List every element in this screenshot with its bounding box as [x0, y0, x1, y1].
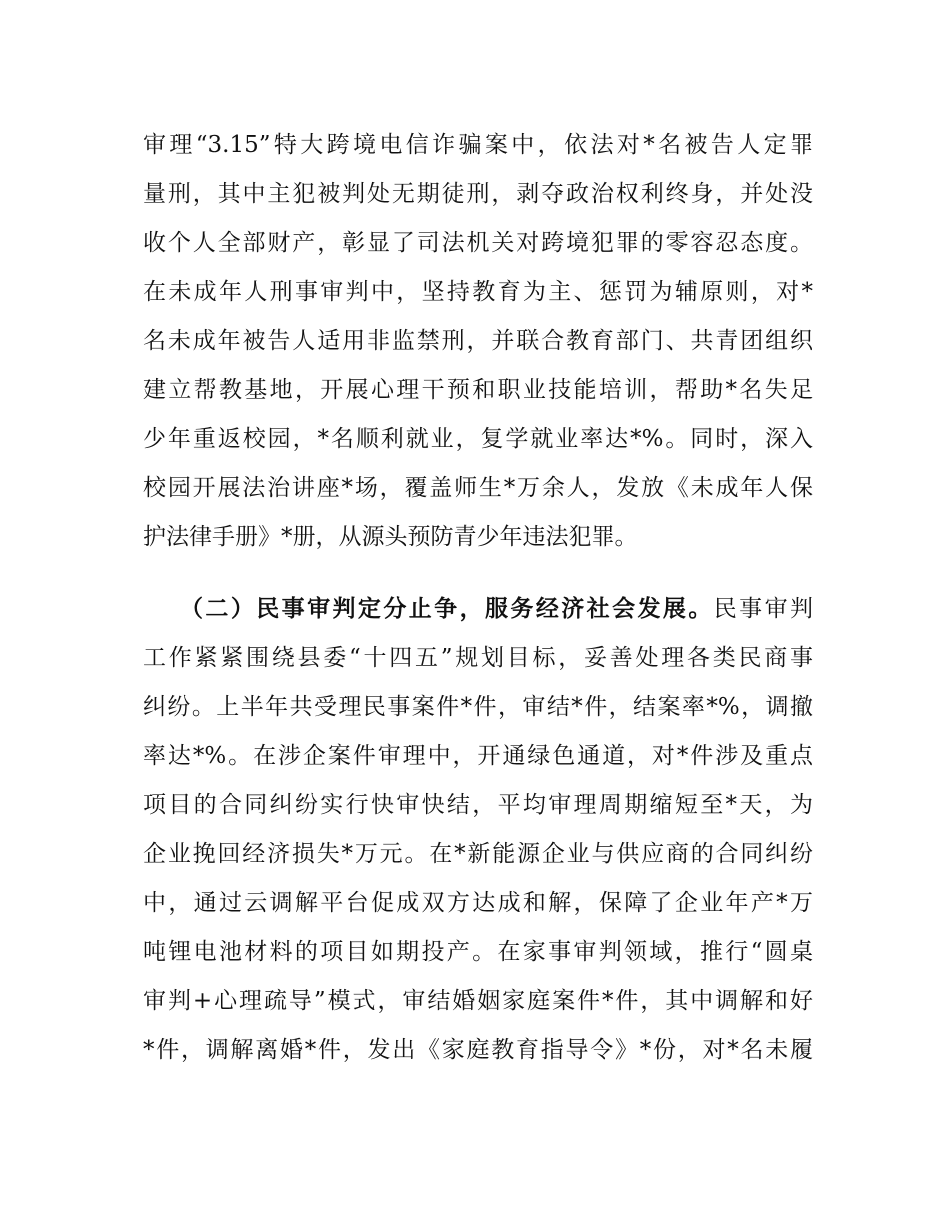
- paragraph-2-first-line-text: 民事审判: [713, 596, 813, 622]
- paragraph-2-line-4: 率达*%。在涉企案件审理中，开通绿色通道，对*件涉及重点: [143, 743, 813, 769]
- paragraph-2-line-2: 工作紧紧围绕县委“十四五”规划目标，妥善处理各类民商事: [143, 645, 813, 671]
- paragraph-1-line-6: 建立帮教基地，开展心理干预和职业技能培训，帮助*名失足: [143, 377, 813, 403]
- paragraph-1-line-3: 收个人全部财产，彰显了司法机关对跨境犯罪的零容忍态度。: [143, 230, 813, 256]
- paragraph-2-line-10: *件，调解离婚*件，发出《家庭教育指导令》*份，对*名未履: [143, 1037, 813, 1063]
- paragraph-2-first-line: [180, 589, 813, 629]
- paragraph-2-line-7: 中，通过云调解平台促成双方达成和解，保障了企业年产*万: [143, 890, 813, 916]
- paragraph-2-line-6: 企业挽回经济损失*万元。在*新能源企业与供应商的合同纠纷: [143, 841, 813, 867]
- paragraph-1-line-1: 审理“3.15”特大跨境电信诈骗案中，依法对*名被告人定罪: [143, 132, 813, 158]
- paragraph-1-line-4: 在未成年人刑事审判中，坚持教育为主、惩罚为辅原则，对*: [143, 279, 813, 305]
- paragraph-2-line-3: 纠纷。上半年共受理民事案件*件，审结*件，结案率*%，调撤: [143, 694, 813, 720]
- paragraph-1-line-9: 护法律手册》*册，从源头预防青少年违法犯罪。: [143, 524, 638, 550]
- paragraph-2-line-9: 审判+心理疏导”模式，审结婚姻家庭案件*件，其中调解和好: [143, 988, 813, 1014]
- paragraph-2-line-8: 吨锂电池材料的项目如期投产。在家事审判领域，推行“圆桌: [143, 939, 813, 965]
- section-heading: （二）民事审判定分止争，服务经济社会发展。: [180, 596, 714, 622]
- paragraph-1-line-2: 量刑，其中主犯被判处无期徒刑，剥夺政治权利终身，并处没: [143, 181, 813, 207]
- paragraph-1-line-8: 校园开展法治讲座*场，覆盖师生*万余人，发放《未成年人保: [143, 475, 813, 501]
- paragraph-1-line-5: 名未成年被告人适用非监禁刑，并联合教育部门、共青团组织: [143, 328, 813, 354]
- paragraph-1-line-7: 少年重返校园，*名顺利就业，复学就业率达*%。同时，深入: [143, 426, 813, 452]
- paragraph-2-line-5: 项目的合同纠纷实行快审快结，平均审理周期缩短至*天，为: [143, 792, 813, 818]
